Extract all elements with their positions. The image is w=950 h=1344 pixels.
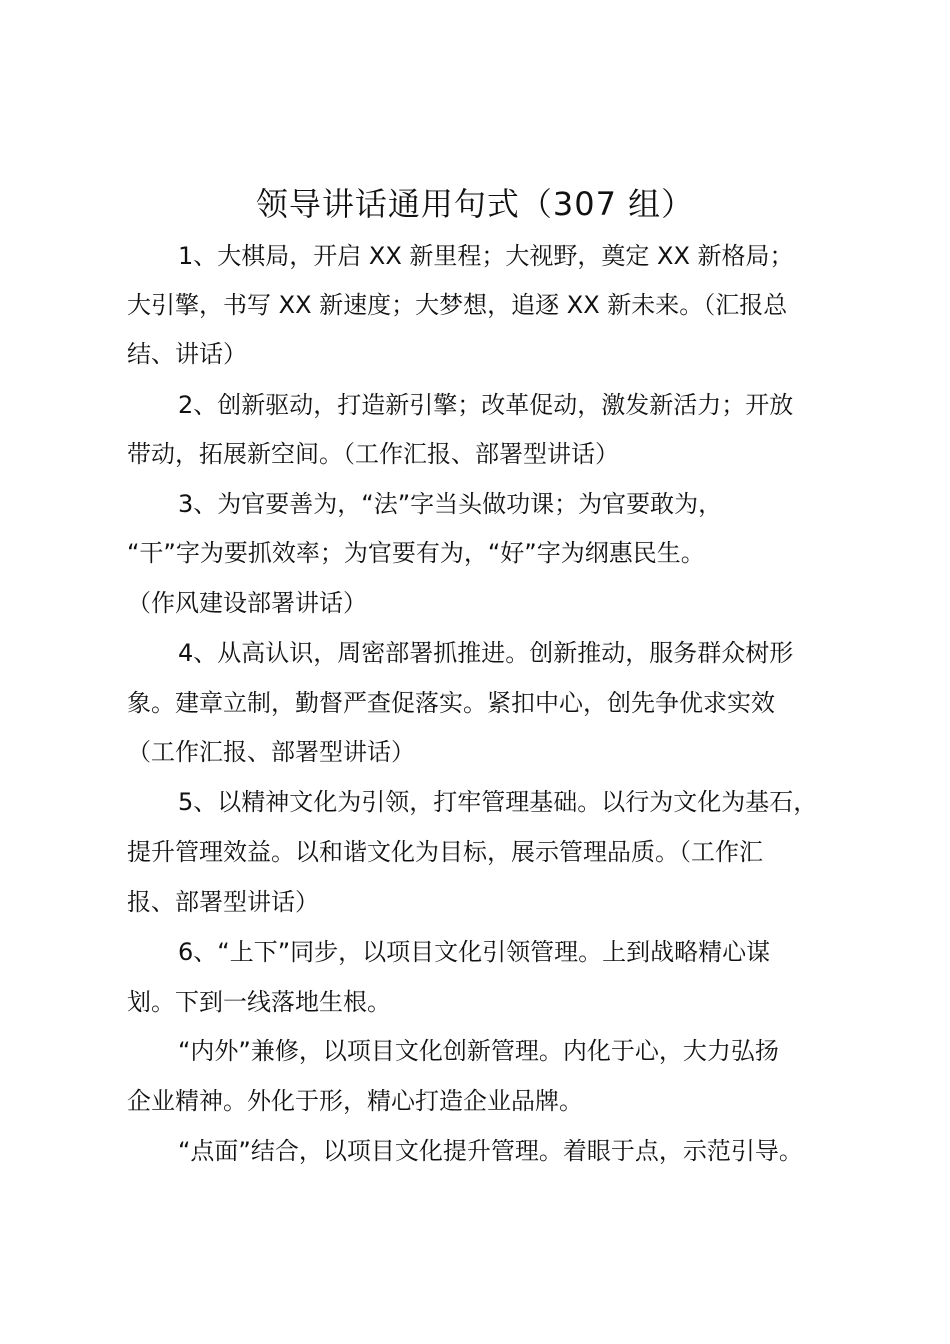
- text-line: “内外”兼修，以项目文化创新管理。内化于心，大力弘扬: [178, 1037, 779, 1065]
- text-line: “干”字为要抓效率；为官要有为，“好”字为纲惠民生。: [127, 539, 705, 567]
- text-line: 2、创新驱动，打造新引擎；改革促动，激发新活力；开放: [178, 391, 794, 419]
- text-line: 1、大棋局，开启 XX 新里程；大视野，奠定 XX 新格局；: [178, 242, 794, 270]
- text-line: 4、从高认识，周密部署抓推进。创新推动，服务群众树形: [178, 639, 794, 667]
- text-line: 划。下到一线落地生根。: [127, 988, 391, 1016]
- text-line: 6、“上下”同步，以项目文化引领管理。上到战略精心谋: [178, 938, 771, 966]
- text-line: 大引擎，书写 XX 新速度；大梦想，追逐 XX 新未来。（汇报总: [127, 291, 788, 319]
- text-line: 结、讲话）: [127, 340, 247, 368]
- text-line: （作风建设部署讲话）: [127, 589, 367, 617]
- document-title: 领导讲话通用句式（307 组）: [255, 185, 695, 223]
- text-line: 提升管理效益。以和谐文化为目标，展示管理品质。（工作汇: [127, 838, 763, 866]
- text-line: 5、以精神文化为引领，打牢管理基础。以行为文化为基石，: [178, 788, 818, 816]
- text-line: “点面”结合，以项目文化提升管理。着眼于点，示范引导。: [178, 1137, 803, 1165]
- text-line: 象。建章立制，勤督严查促落实。紧扣中心，创先争优求实效: [127, 689, 775, 717]
- text-line: 企业精神。外化于形，精心打造企业品牌。: [127, 1087, 583, 1115]
- text-line: 带动，拓展新空间。（工作汇报、部署型讲话）: [127, 440, 619, 468]
- text-line: （工作汇报、部署型讲话）: [127, 738, 415, 766]
- text-line: 3、为官要善为，“法”字当头做功课；为官要敢为，: [178, 490, 723, 518]
- text-line: 报、部署型讲话）: [127, 888, 319, 916]
